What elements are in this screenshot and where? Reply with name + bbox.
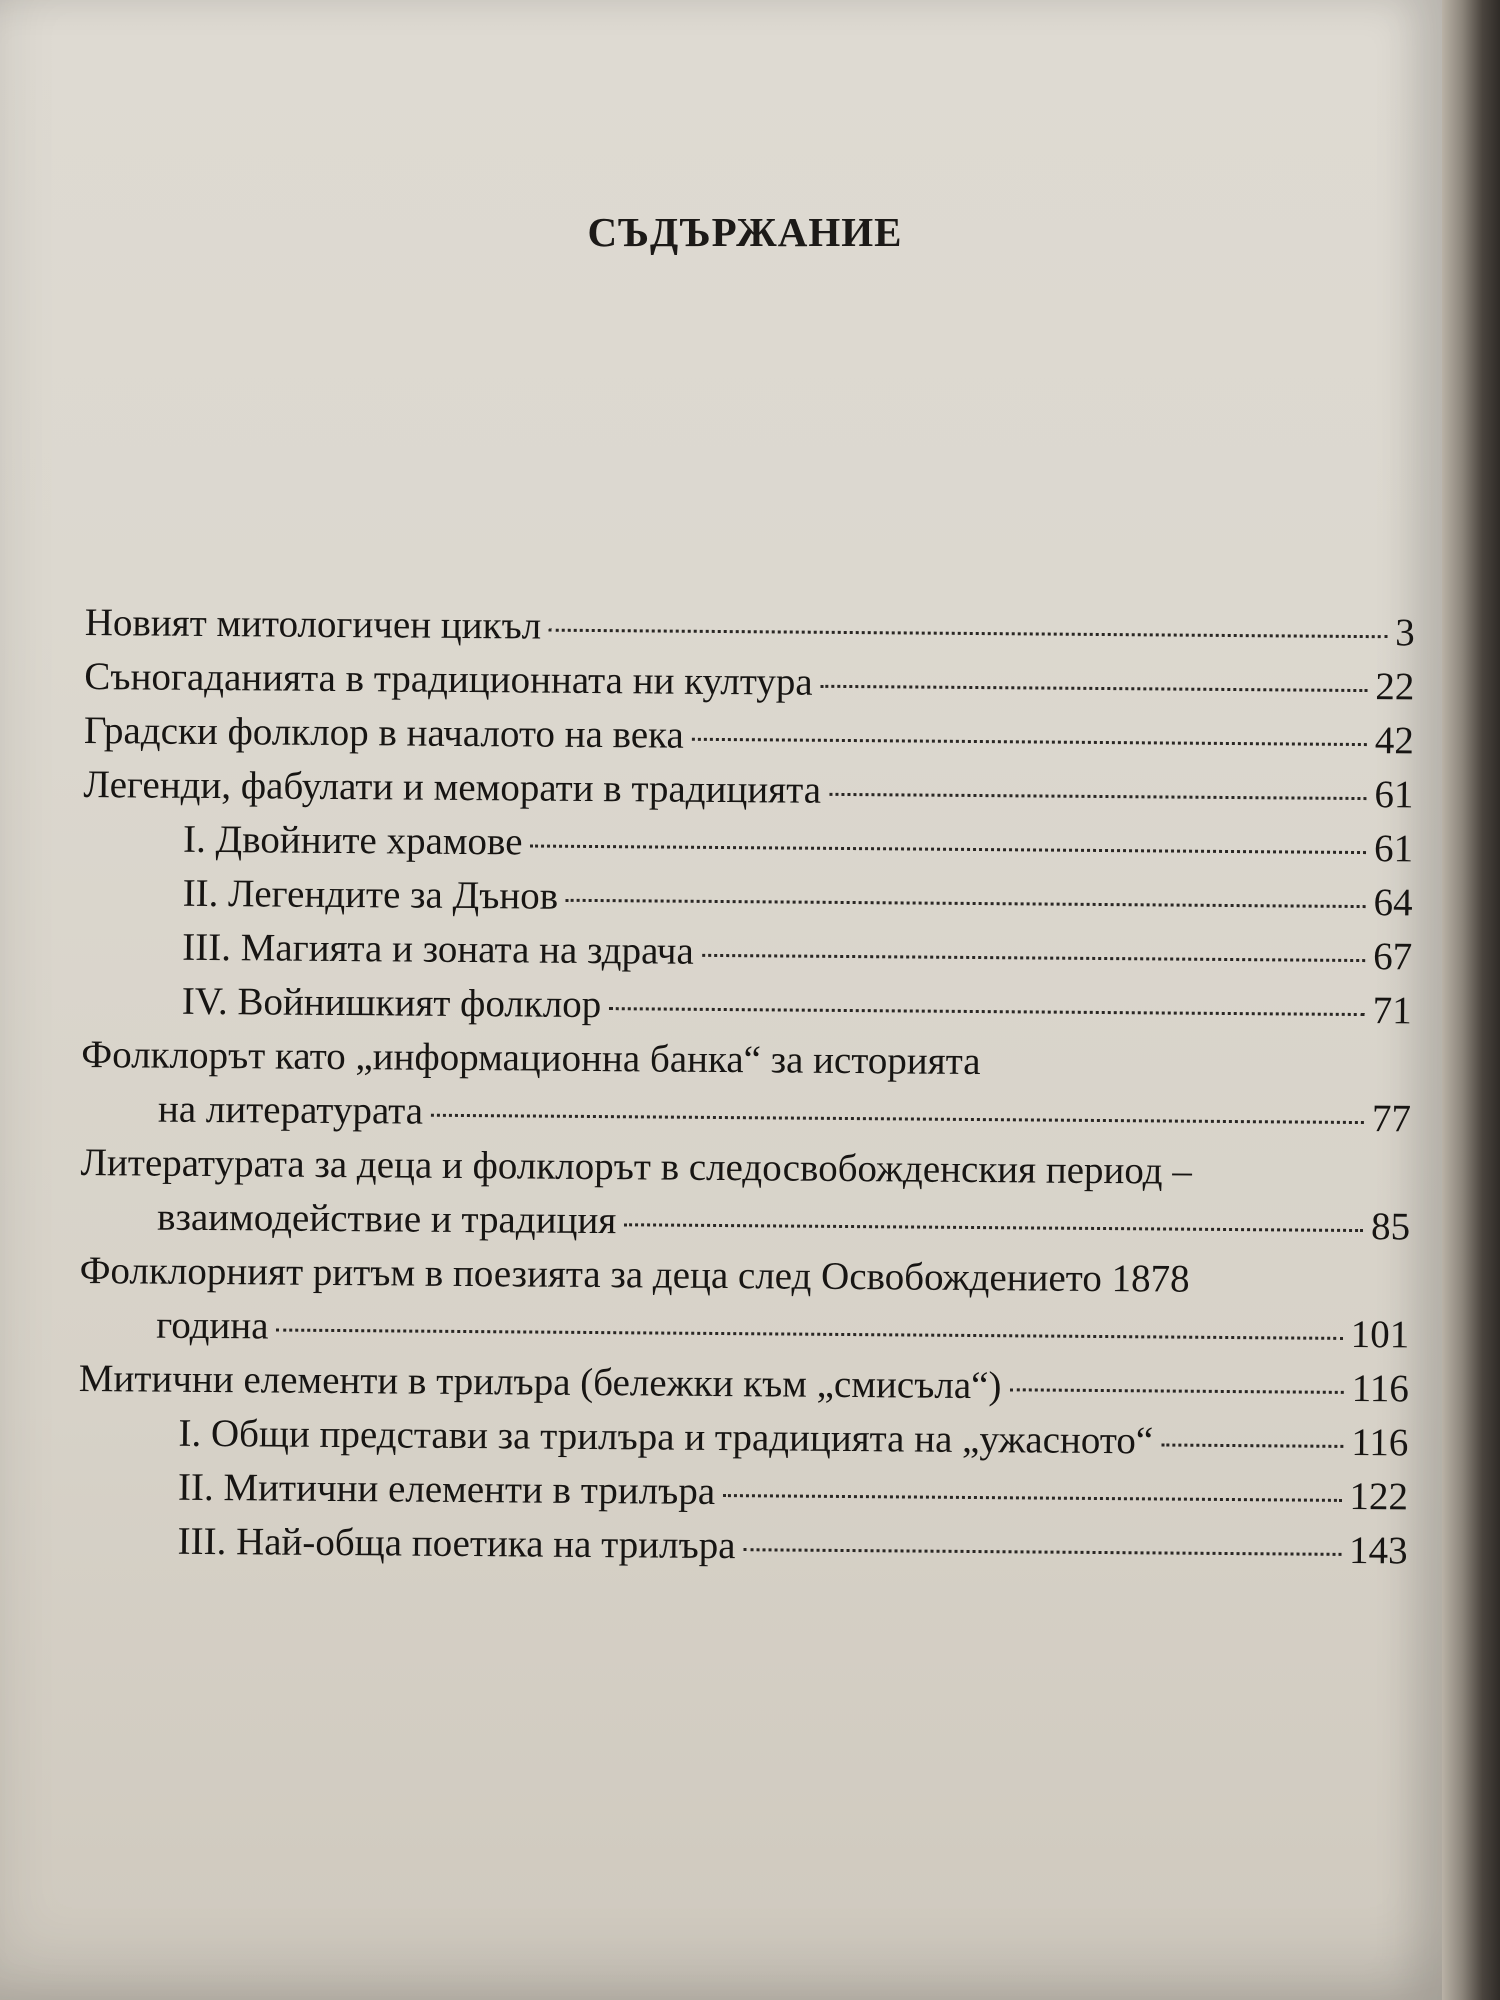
toc-page-number: 77	[1371, 1097, 1412, 1141]
dot-leader	[1009, 1388, 1343, 1394]
toc-entry-title: Съногаданията в традиционната ни култура	[84, 654, 813, 704]
toc-page-number: 116	[1351, 1366, 1409, 1411]
dot-leader	[566, 899, 1366, 908]
toc-page-number: 61	[1373, 827, 1414, 871]
toc-entry-title-line1: Фолклорният ритъм в поезията за деца след Освобождението 1878	[79, 1248, 1190, 1301]
dot-leader	[744, 1548, 1342, 1556]
toc-entry-title: II. Митични елементи в трилъра	[177, 1465, 716, 1513]
page-title: СЪДЪРЖАНИЕ	[587, 209, 903, 255]
toc-page-number: 61	[1374, 773, 1414, 817]
toc-subentry	[77, 1514, 1407, 1578]
toc-page-number: 85	[1370, 1205, 1411, 1249]
toc-page-number: 116	[1351, 1420, 1409, 1465]
dot-leader	[692, 738, 1367, 746]
toc-entry-title: Градски фолклор в началото на века	[83, 708, 684, 757]
toc-page-number: 71	[1372, 989, 1412, 1033]
dot-leader	[702, 954, 1365, 962]
dot-leader	[277, 1329, 1343, 1340]
dot-leader	[609, 1007, 1365, 1016]
toc-entry-title: взаимодействие и традиция	[156, 1195, 617, 1243]
dot-leader	[549, 629, 1387, 639]
toc-entry-title: I. Общи представи за трилъра и традицията на „ужасното“	[178, 1411, 1154, 1463]
dot-leader	[723, 1494, 1341, 1502]
toc-entry-title: Новият митологичен цикъл	[84, 600, 542, 648]
toc-page-number: 3	[1395, 611, 1415, 655]
toc-entry-title: Митични елементи в трилъра (бележки към „смисъла“)	[78, 1356, 1002, 1408]
dot-leader	[624, 1223, 1363, 1232]
dot-leader	[530, 845, 1366, 855]
table-of-contents	[77, 596, 1415, 1578]
toc-entry-title-line1: Фолклорът като „информационна банка“ за историята	[81, 1032, 981, 1084]
toc-entry-title: Легенди, фабулати и меморати в традицията	[83, 762, 822, 812]
toc-page-number: 64	[1373, 881, 1413, 925]
toc-entry-title: II. Легендите за Дънов	[182, 871, 559, 918]
toc-entry-title: IV. Войнишкият фолклор	[181, 979, 602, 1027]
dot-leader	[431, 1114, 1364, 1124]
toc-entry-title: на литературата	[157, 1087, 424, 1133]
toc-entry-title: III. Най-обща поетика на трилъра	[177, 1519, 736, 1568]
toc-page-number: 122	[1349, 1474, 1409, 1519]
dot-leader	[821, 685, 1368, 692]
toc-entry-title: III. Магията и зоната на здрача	[182, 925, 694, 973]
dot-leader	[1161, 1443, 1343, 1447]
toc-page-number: 143	[1348, 1528, 1408, 1573]
toc-page-number: 101	[1350, 1312, 1410, 1357]
toc-page-number: 42	[1374, 719, 1415, 763]
toc-page-number: 22	[1375, 665, 1415, 709]
toc-entry-title: I. Двойните храмове	[182, 817, 523, 864]
dot-leader	[829, 793, 1367, 800]
toc-page-number: 67	[1373, 935, 1413, 979]
toc-entry-title-line1: Литературата за деца и фолклорът в следосвобожденския период –	[80, 1140, 1193, 1193]
book-page-edge	[1442, 0, 1500, 2000]
toc-entry-title: година	[156, 1303, 269, 1348]
